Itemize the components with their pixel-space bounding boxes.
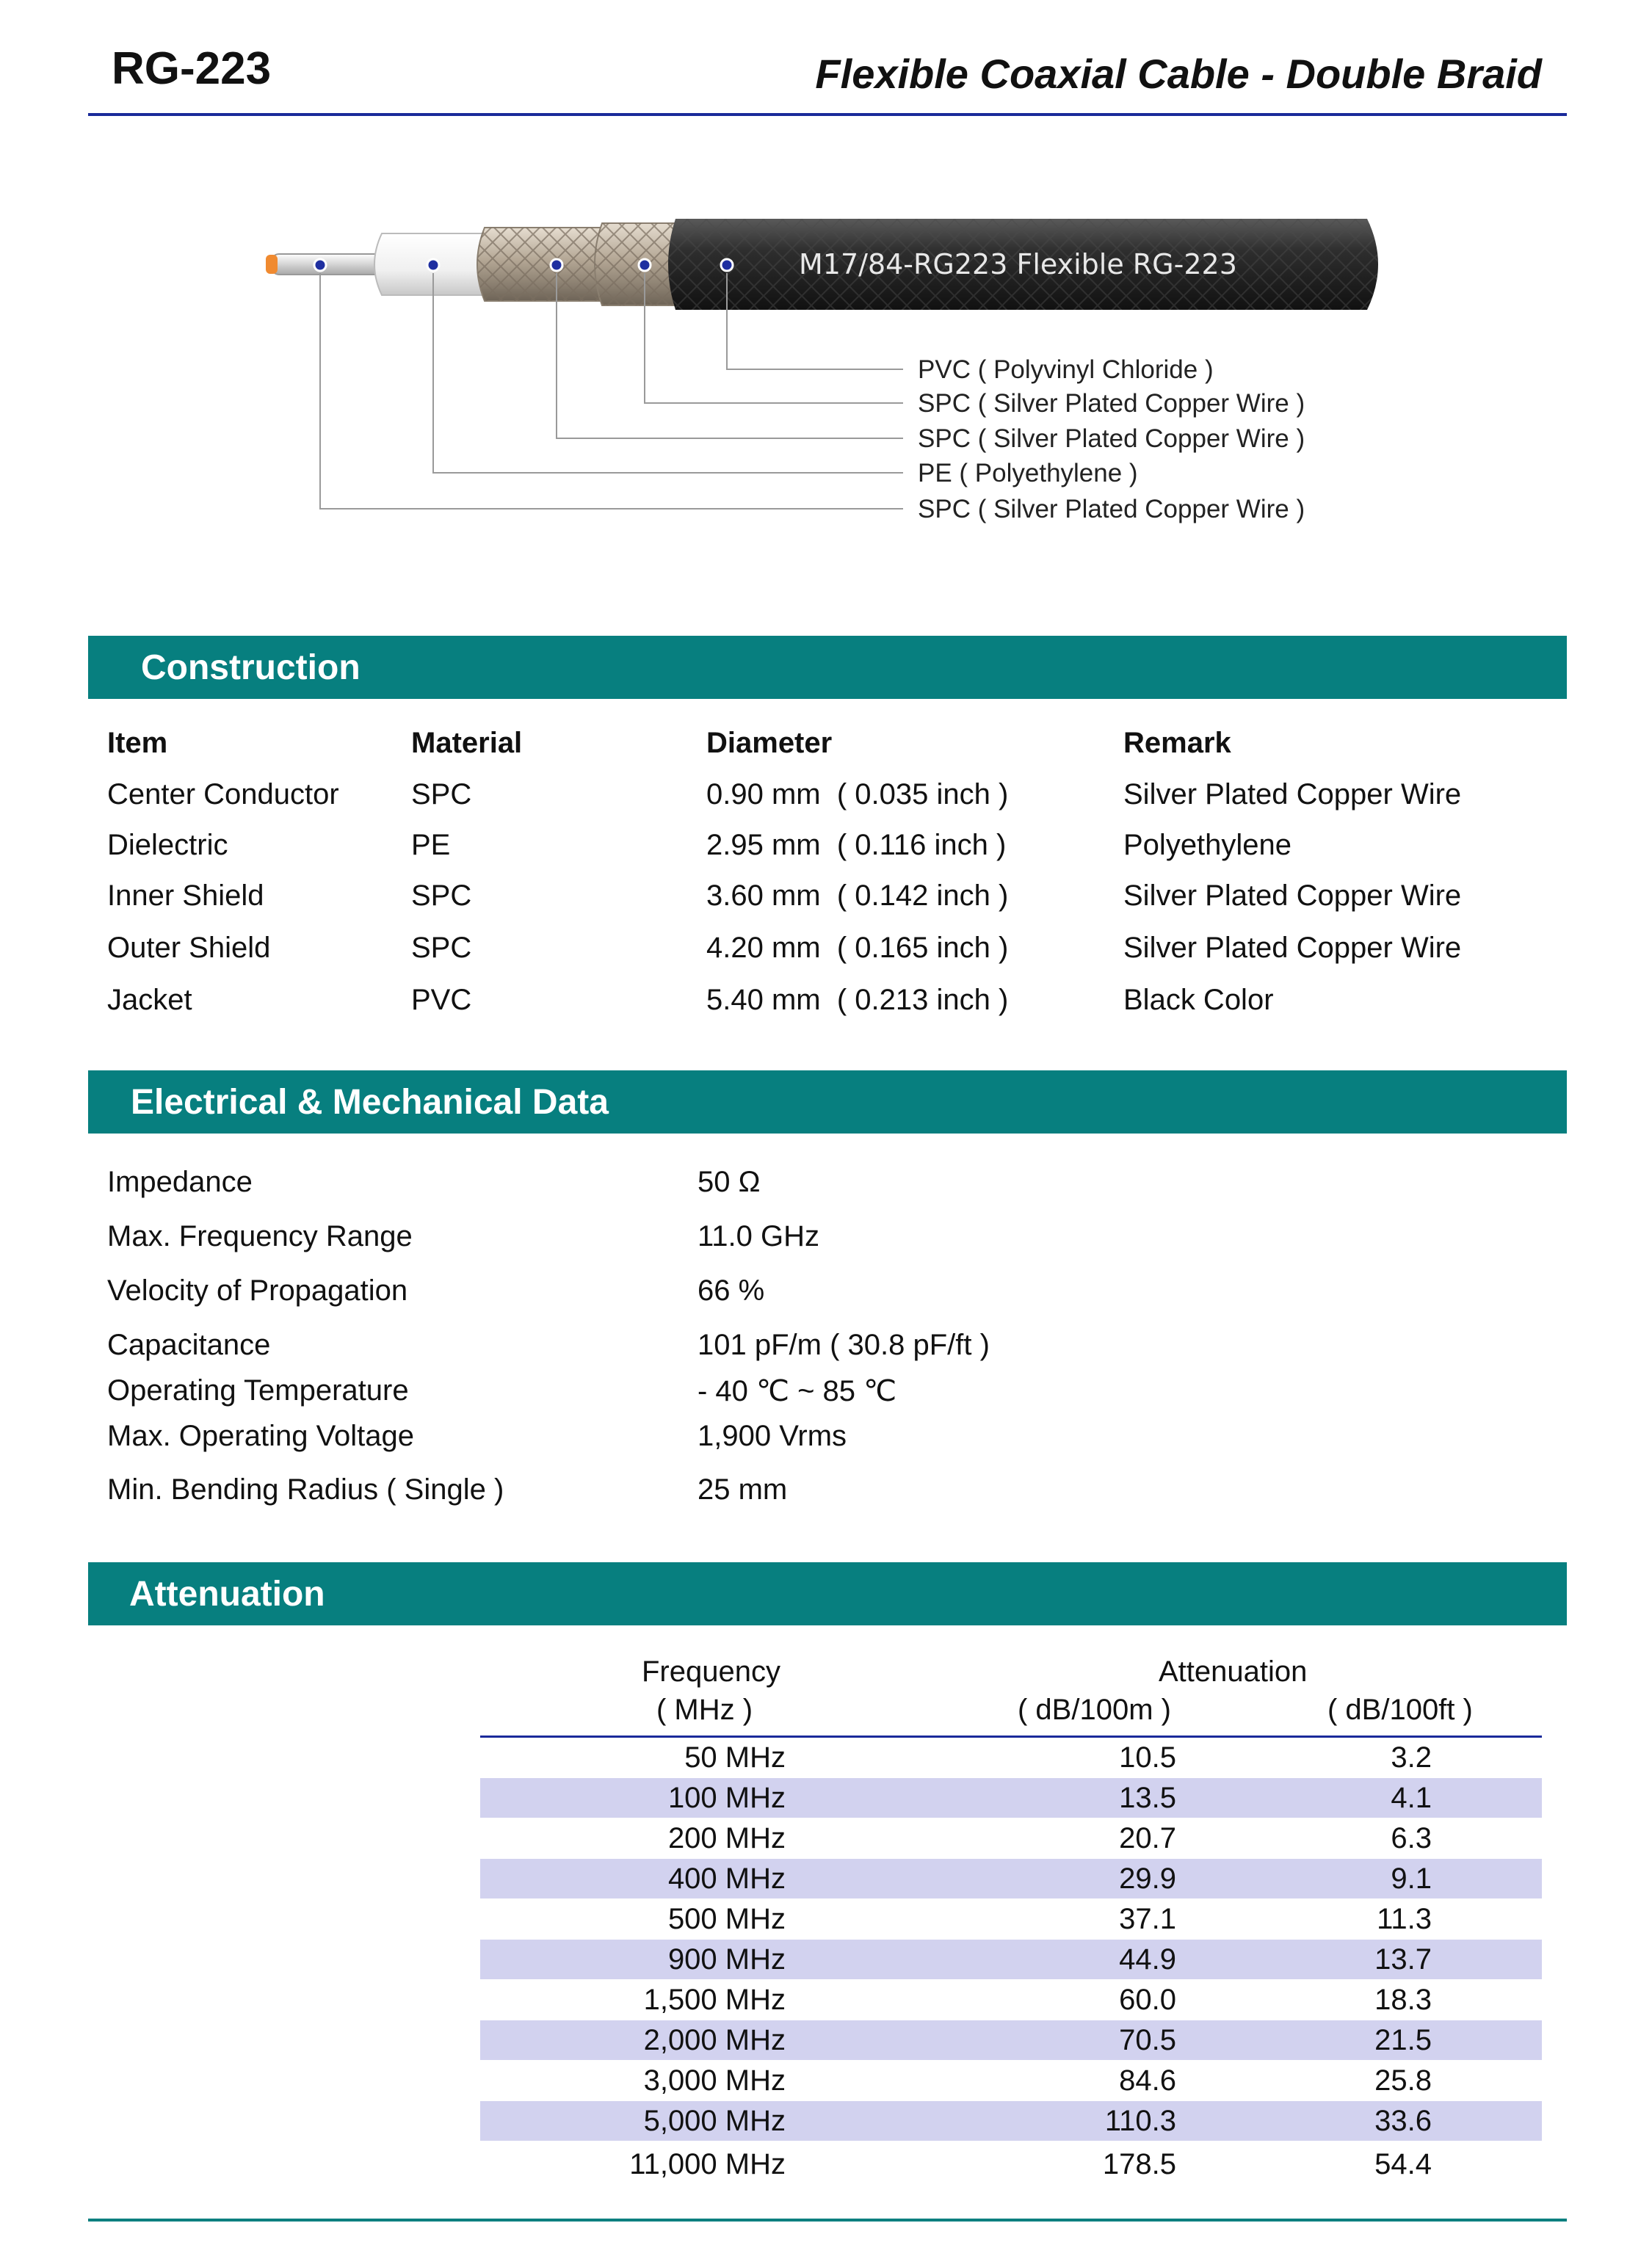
att-col-unit-ft: ( dB/100ft ) (1327, 1694, 1473, 1726)
construction-material: PE (411, 829, 451, 861)
att-frequency: 900 MHz (667, 1943, 786, 1976)
att-col-attenuation: Attenuation (1159, 1655, 1308, 1688)
att-db-100ft: 6.3 (1391, 1822, 1432, 1854)
att-db-100m: 13.5 (1119, 1782, 1176, 1814)
construction-col-item: Item (107, 727, 168, 759)
att-col-frequency: Frequency (642, 1655, 780, 1688)
callout-jacket: PVC ( Polyvinyl Chloride ) (918, 355, 1214, 384)
construction-remark: Silver Plated Copper Wire (1123, 778, 1462, 810)
att-frequency: 400 MHz (667, 1863, 786, 1895)
spec-value-velocity: 66 % (698, 1274, 765, 1307)
att-col-frequency-unit: ( MHz ) (656, 1694, 753, 1726)
spec-label-voltage: Max. Operating Voltage (107, 1420, 415, 1452)
construction-col-material: Material (411, 727, 523, 759)
att-col-unit-m: ( dB/100m ) (1018, 1694, 1171, 1726)
att-frequency: 50 MHz (684, 1741, 786, 1774)
footer-divider (88, 2219, 1567, 2222)
construction-remark: Black Color (1123, 984, 1274, 1016)
construction-diameter: 0.90 mm ( 0.035 inch ) (706, 778, 1009, 810)
header-divider (88, 113, 1567, 116)
att-frequency: 5,000 MHz (643, 2105, 786, 2137)
page-title: RG-223 (112, 43, 272, 94)
attenuation-table-rule (480, 1736, 1542, 1738)
construction-material: SPC (411, 932, 472, 964)
att-db-100ft: 54.4 (1374, 2148, 1432, 2180)
att-db-100m: 29.9 (1119, 1863, 1176, 1895)
spec-label-impedance: Impedance (107, 1166, 253, 1198)
att-frequency: 11,000 MHz (629, 2148, 786, 2180)
spec-value-frequency: 11.0 GHz (698, 1220, 819, 1252)
att-db-100ft: 18.3 (1374, 1984, 1432, 2016)
spec-value-bending-radius: 25 mm (698, 1473, 788, 1506)
spec-value-temperature: - 40 ℃ ~ 85 ℃ (698, 1375, 897, 1407)
att-db-100ft: 11.3 (1377, 1903, 1432, 1935)
spec-value-capacitance: 101 pF/m ( 30.8 pF/ft ) (698, 1329, 990, 1361)
construction-remark: Polyethylene (1123, 829, 1292, 861)
construction-title: Construction (141, 648, 361, 687)
callout-outer-shield: SPC ( Silver Plated Copper Wire ) (918, 389, 1305, 418)
spec-value-impedance: 50 Ω (698, 1166, 761, 1198)
att-db-100ft: 9.1 (1391, 1863, 1432, 1895)
spec-label-temperature: Operating Temperature (107, 1374, 409, 1407)
att-frequency: 2,000 MHz (643, 2024, 786, 2056)
spec-label-bending-radius: Min. Bending Radius ( Single ) (107, 1473, 504, 1506)
att-db-100m: 84.6 (1119, 2064, 1176, 2097)
attenuation-header (88, 1562, 1567, 1625)
att-db-100ft: 21.5 (1374, 2024, 1432, 2056)
att-db-100m: 37.1 (1119, 1903, 1176, 1935)
callout-dielectric: PE ( Polyethylene ) (918, 459, 1138, 487)
att-db-100m: 70.5 (1119, 2024, 1176, 2056)
page-subtitle: Flexible Coaxial Cable - Double Braid (815, 51, 1542, 97)
att-db-100ft: 25.8 (1374, 2064, 1432, 2097)
construction-material: PVC (411, 984, 472, 1016)
callout-inner-shield: SPC ( Silver Plated Copper Wire ) (918, 424, 1305, 453)
att-db-100m: 44.9 (1119, 1943, 1176, 1976)
construction-diameter: 3.60 mm ( 0.142 inch ) (706, 879, 1009, 912)
construction-item: Inner Shield (107, 879, 264, 912)
spec-label-velocity: Velocity of Propagation (107, 1274, 408, 1307)
construction-material: SPC (411, 778, 472, 810)
att-db-100ft: 33.6 (1374, 2105, 1432, 2137)
spec-label-capacitance: Capacitance (107, 1329, 271, 1361)
jacket-print: M17/84-RG223 Flexible RG-223 (799, 248, 1237, 280)
construction-item: Jacket (107, 984, 192, 1016)
construction-header (88, 636, 1567, 699)
construction-material: SPC (411, 879, 472, 912)
spec-value-voltage: 1,900 Vrms (698, 1420, 847, 1452)
construction-item: Center Conductor (107, 778, 339, 810)
att-frequency: 500 MHz (667, 1903, 786, 1935)
att-db-100m: 10.5 (1119, 1741, 1176, 1774)
construction-diameter: 5.40 mm ( 0.213 inch ) (706, 984, 1009, 1016)
electrical-header (88, 1070, 1567, 1134)
electrical-title: Electrical & Mechanical Data (131, 1083, 609, 1122)
att-db-100ft: 3.2 (1391, 1741, 1432, 1774)
construction-item: Outer Shield (107, 932, 271, 964)
callout-center-conductor: SPC ( Silver Plated Copper Wire ) (918, 495, 1305, 523)
construction-col-remark: Remark (1123, 727, 1231, 759)
construction-col-diameter: Diameter (706, 727, 833, 759)
att-db-100m: 60.0 (1119, 1984, 1176, 2016)
construction-diameter: 4.20 mm ( 0.165 inch ) (706, 932, 1009, 964)
att-db-100ft: 13.7 (1374, 1943, 1432, 1976)
att-db-100ft: 4.1 (1391, 1782, 1432, 1814)
construction-remark: Silver Plated Copper Wire (1123, 879, 1462, 912)
cable-diagram (0, 132, 1652, 558)
att-db-100m: 178.5 (1102, 2148, 1176, 2180)
att-frequency: 3,000 MHz (643, 2064, 786, 2097)
att-db-100m: 110.3 (1104, 2105, 1176, 2137)
attenuation-title: Attenuation (129, 1575, 325, 1614)
construction-item: Dielectric (107, 829, 228, 861)
construction-diameter: 2.95 mm ( 0.116 inch ) (706, 829, 1007, 861)
att-frequency: 1,500 MHz (643, 1984, 786, 2016)
att-frequency: 200 MHz (667, 1822, 786, 1854)
att-frequency: 100 MHz (667, 1782, 786, 1814)
spec-label-frequency: Max. Frequency Range (107, 1220, 413, 1252)
construction-remark: Silver Plated Copper Wire (1123, 932, 1462, 964)
att-db-100m: 20.7 (1119, 1822, 1176, 1854)
